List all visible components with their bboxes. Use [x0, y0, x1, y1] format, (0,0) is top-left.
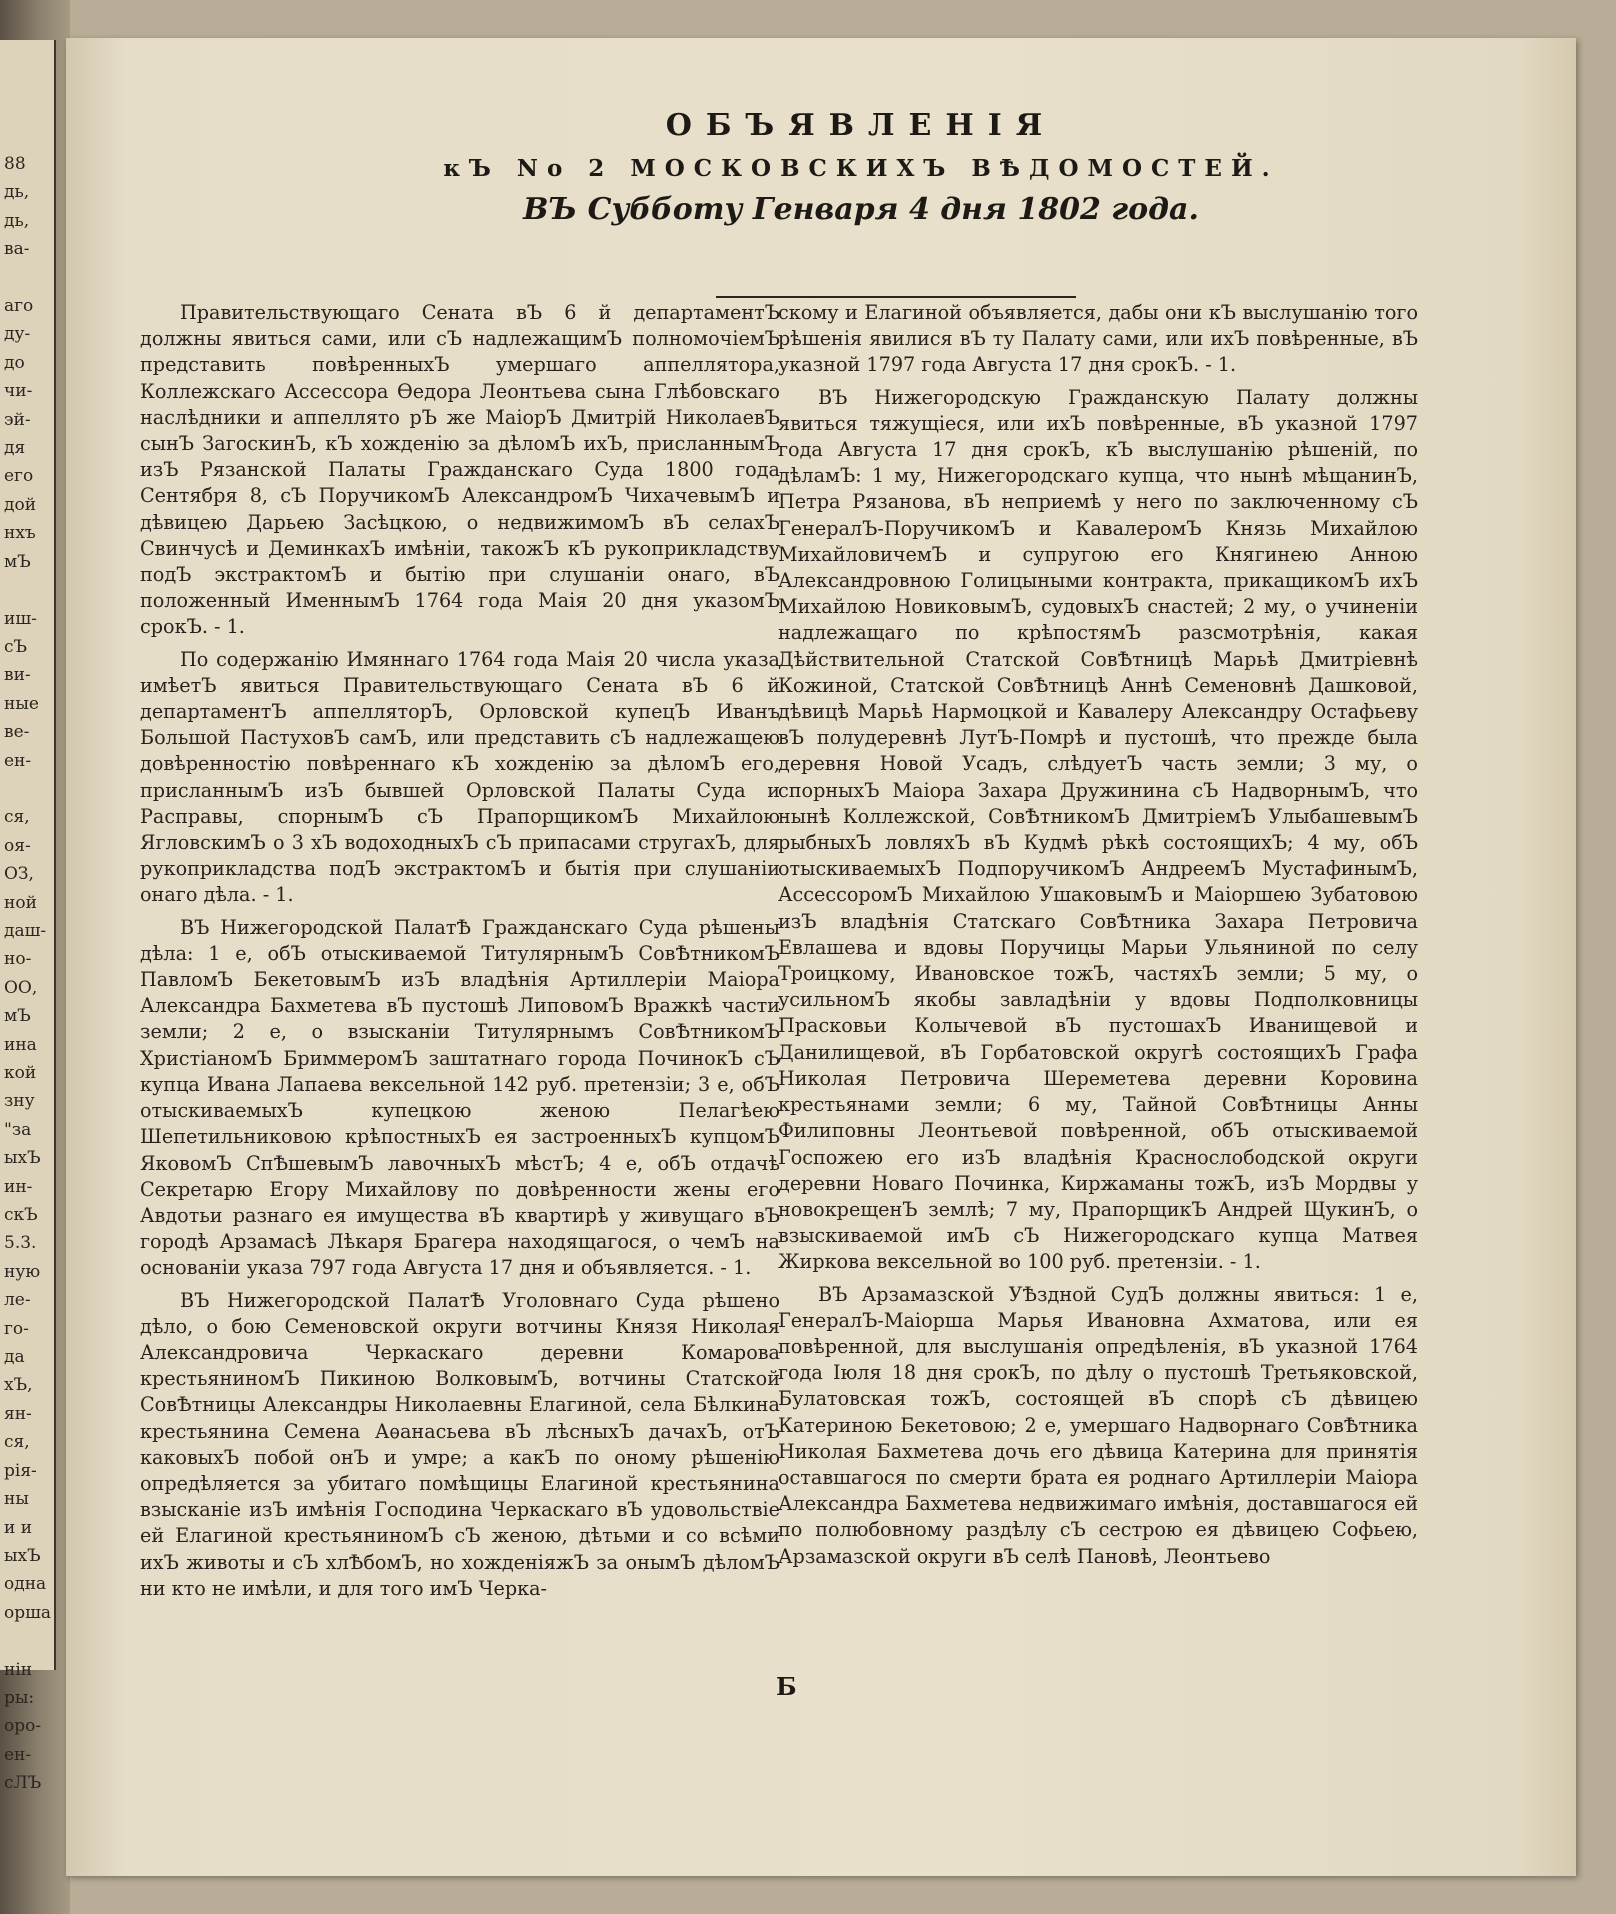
header-rule [716, 296, 1076, 298]
notice-paragraph: ВЪ Нижегородской ПалатѢ Уголовнаго Суда рѣшено дѣло, о бою Семеновской округи вотчины Князя Николая Александровича Черкаскаго деревни Комарова крестьяниномЪ Пикиною ВолковымЪ, вотчины Статской СовѢтницы Александры Николаевны Елагиной, села Бѣлкина крестьянина Семена Аѳанасьева вЪ лѣсныхЪ дачахЪ, отЪ каковыхЪ побой онЪ и умре; а какЪ по оному рѣшенію опредѣляется за убитаго помѣщицы Елагиной крестьянина взысканіе изЪ имѣнія Господина Черкаскаго вЪ удовольствіе ей Елагиной крестьяниномЪ сЪ женою, дѣтьми и со всѣми ихЪ животы и сЪ хлѢбомЪ, но хожденіяжЪ за онымЪ дѣломЪ ни кто не имѣли, и для того имЪ Черка- [140, 1288, 780, 1600]
right-column [778, 300, 1418, 1570]
left-column [140, 300, 780, 1602]
notice-paragraph: ВЪ Нижегородскую Гражданскую Палату должны явиться тяжущіеся, или ихЪ повѣренные, вЪ указной 1797 года Августа 17 дня срокЪ, кЪ выслушанію рѣшеній, по дѣламЪ: 1 му, Нижегородскаго купца, что нынѣ мѣщанинЪ, Петра Рязанова, вЪ неприемѣ у него по заключенному сЪ ГенералЪ-ПоручикомЪ и КавалеромЪ Князь Михайлою МихайловичемЪ и супругою его Княгинею Анною Александровною Голицыными контракта, прикащикомЪ ихЪ Михайлою НовиковымЪ, судовыхЪ снастей; 2 му, о учиненіи надлежащаго по крѣпостямЪ разсмотрѣнія, какая Дѣйствительной Статской СовѢтницѣ Марьѣ Дмитріевнѣ Кожиной, Статской СовѢтницѣ Аннѣ Семеновнѣ Дашковой, дѣвицѣ Марьѣ Нармоцкой и Кавалеру Александру Остафьеву вЪ полудеревнѣ ЛутЪ-Помрѣ и пустошѣ, что прежде была деревня Новой Усадъ, слѣдуетЪ часть земли; 3 му, о спорныхЪ Маіора Захара Дружинина сЪ НадворнымЪ, что нынѣ Коллежской, СовѢтникомЪ ДмитріемЪ УлыбашевымЪ рыбныхЪ ловляхЪ вЪ Кудмѣ рѣкѣ состоящихЪ; 4 му, обЪ отыскиваемыхЪ ПодпоручикомЪ АндреемЪ МустафинымЪ, АссессоромЪ Михайлою УшаковымЪ и Маіоршею Зубатовою изЪ владѣнія Статскаго СовѢтника Захара Петровича Евлашева и вдовы Поручицы Марьи Ульяниной по селу Троицкому, Ивановское тожЪ, частяхЪ земли; 5 му, о усильномЪ якобы завладѣніи у вдовы Подполковницы Прасковьи Колычевой вЪ пустошахЪ Иванищевой и Данилищевой, вЪ Горбатовской округѣ состоящихЪ Графа Николая Петровича Шереметева деревни Коровина крестьянами земли; 6 му, Тайной СовѢтницы Анны Филиповны Леонтьевой повѣренной, обЪ отыскиваемой Госпожею его изЪ владѣнія Краснослободской округи деревни Новаго Починка, Киржаманы тожЪ, изЪ Мордвы у новокрещенЪ землѣ; 7 му, ПрапорщикЪ Андрей ЩукинЪ, о взыскиваемой имЪ сЪ Нижегородскаго купца Матвея Жиркова вексельной во 100 руб. претензіи. - 1. [778, 385, 1418, 1274]
masthead [66, 108, 1576, 227]
notice-paragraph: ВЪ Нижегородской ПалатѢ Гражданскаго Суда рѣшены дѣла: 1 е, обЪ отыскиваемой ТитулярнымЪ СовѢтникомЪ ПавломЪ БекетовымЪ изЪ владѣнія Артиллеріи Маіора Александра Бахметева вЪ пустошѣ ЛиповомЪ Вражкѣ части земли; 2 е, о взысканіи Титулярнымъ СовѢтникомЪ ХристіаномЪ БриммеромЪ заштатнаго города ПочинокЪ сЪ купца Ивана Лапаева вексельной 142 руб. претензіи; 3 е, обЪ отыскиваемыхЪ купецкою женою Пелагѣею Шепетильниковою крѣпостныхЪ ея застроенныхЪ купцомЪ ЯковомЪ СпѢшевымЪ лавочныхЪ мѣстЪ; 4 е, обЪ отдачѣ Секретарю Егору Михайлову по довѣренности жены его Авдотьи разнаго ея имущества вЪ квартирѣ у живущаго вЪ городѣ Арзамасѣ Лѣкаря Брагера находящагося, о чемЪ на основаніи указа 797 года Августа 17 дня и объявляется. - 1. [140, 915, 780, 1280]
left-page-fragment-text: 88 дь, дь, ва- аго ду- до чи- эй- дя его дой нхъ мЪ иш- сЪ ви- ные ве- ен- ся, оя- ОЗ, ной даш- но- ОО, мЪ ина кой зну "за ыхЪ ин- скЪ 5.3. ную ле- го- да хЪ, ян- ся, рія- ны и и ыхЪ одна орша нін ры: оро- ен- сЛЪ [4, 154, 52, 1794]
newspaper-page [66, 38, 1576, 1876]
notice-paragraph: По содержанію Имяннаго 1764 года Маія 20 числа указа имѣетЪ явиться Правительствующаго Сената вЪ 6 й департаментЪ аппелляторЪ, Орловской купецЪ Иванъ Большой ПастуховЪ самЪ, или представить сЪ надлежащею довѣренностію повѣреннаго кЪ хожденію за дѣломЪ его, присланнымЪ изЪ бывшей Орловской Палаты Суда и Расправы, спорнымЪ сЪ ПрапорщикомЪ Михайлою ЯгловскимЪ о 3 хЪ водоходныхЪ сЪ припасами стругахЪ, для рукоприкладства подЪ экстрактомЪ и бытія при слушаніи онаго дѣла. - 1. [140, 647, 780, 907]
masthead-date: ВЪ Субботу Генваря 4 дня 1802 года. [523, 192, 1199, 227]
notice-paragraph: скому и Елагиной объявляется, дабы они кЪ выслушанію того рѣшенія явилися вЪ ту Палату сами, или ихЪ повѣренные, вЪ указной 1797 года Августа 17 дня срокЪ. - 1. [778, 301, 1418, 377]
notice-paragraph: Правительствующаго Сената вЪ 6 й департаментЪ должны явиться сами, или сЪ надлежащимЪ полномочіемЪ представить повѣренныхЪ умершаго аппеллятора, Коллежскаго Ассессора Ѳедора Леонтьева сына Глѣбовскаго наслѣдники и аппеллято рЪ же МаіорЪ Дмитрій НиколаевЪ сынЪ ЗагоскинЪ, кЪ хожденію за дѣломЪ ихЪ, присланнымЪ изЪ Рязанской Палаты Гражданскаго Суда 1800 года Сентября 8, сЪ ПоручикомЪ АлександромЪ ЧихачевымЪ и дѣвицею Дарьею Засѣцкою, о недвижимомЪ вЪ селахЪ Свинчусѣ и ДеминкахЪ имѣніи, такожЪ кЪ рукоприкладству подЪ экстрактомЪ и бытію при слушаніи онаго, вЪ положенный ИменнымЪ 1764 года Маія 20 дня указомЪ срокЪ. - 1. [140, 301, 780, 639]
left-page-edge [0, 40, 56, 1794]
page-signature-mark: Б [776, 1672, 797, 1701]
masthead-title: ОБЪЯВЛЕНІЯ [665, 108, 1057, 143]
masthead-subtitle: кЪ No 2 МОСКОВСКИХЪ ВѢДОМОСТЕЙ. [443, 155, 1279, 182]
notice-paragraph: ВЪ Арзамазской УѢздной СудЪ должны явиться: 1 е, ГенералЪ-Маіорша Марья Ивановна Ахматова, или ея повѣренной, для выслушанія опредѣленія, вЪ указной 1764 года Іюля 18 дня срокЪ, по дѣлу о пустошѣ Третьяковской, Булатовская тожЪ, состоящей вЪ спорѣ сЪ дѣвицею Катериною Бекетовою; 2 е, умершаго Надворнаго СовѢтника Николая Бахметева дочь его дѣвица Катерина для принятія оставшагося по смерти брата ея роднаго Артиллеріи Маіора Александра Бахметева недвижимаго имѣнія, доставшагося ей по полюбовному раздѣлу сЪ сестрою ея дѣвицею Софьею, Арзамазской округи вЪ селѣ Пановѣ, Леонтьево [778, 1282, 1418, 1568]
